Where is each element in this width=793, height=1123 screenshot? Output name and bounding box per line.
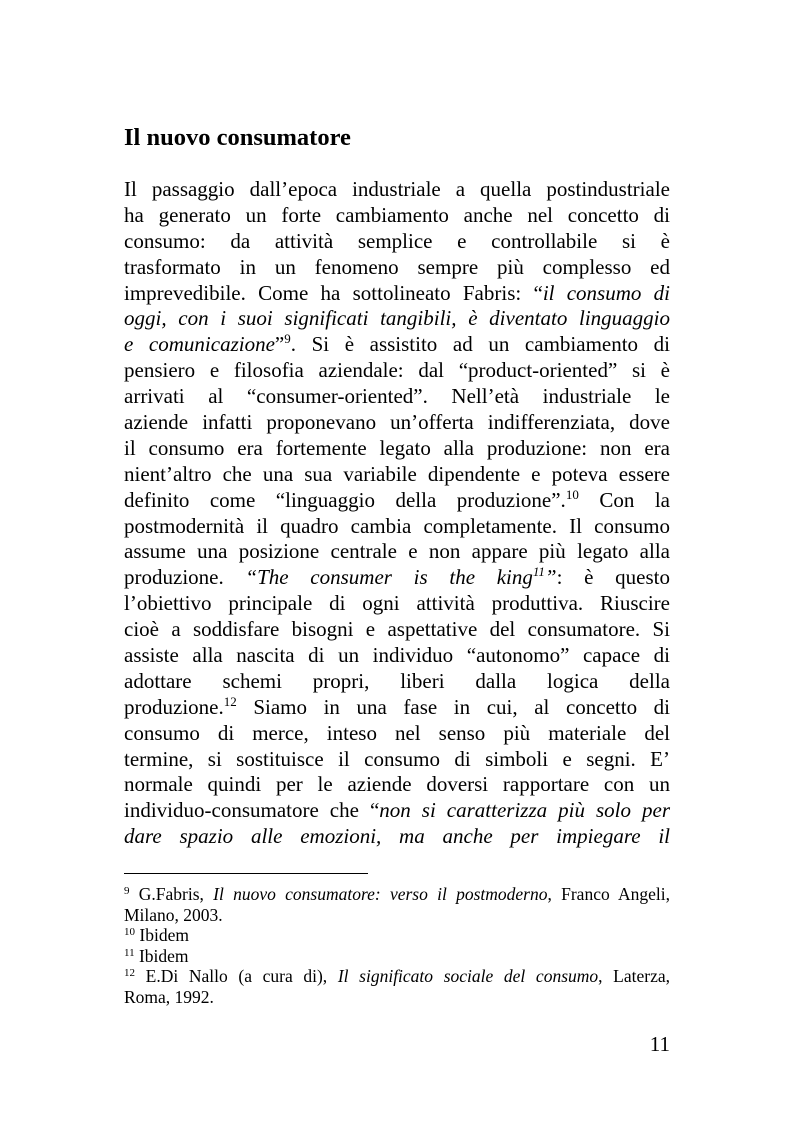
- text-segment: , Franco Angeli,: [547, 884, 671, 904]
- text-line: [124, 384, 670, 410]
- footnote-line: [124, 884, 670, 905]
- text-line: [124, 695, 670, 721]
- footnote-line: [124, 925, 670, 946]
- footnote-reference: 10: [124, 926, 135, 938]
- footnote-reference: 11: [124, 946, 135, 959]
- italic-text: Il significato sociale del consumo: [337, 966, 599, 986]
- text-segment: aziende infatti proponevano un’offerta indifferenziata, dove: [124, 410, 670, 435]
- footnote-line: [124, 987, 670, 1008]
- text-line: [124, 591, 670, 617]
- footnote-reference: 9: [124, 885, 130, 897]
- text-line: [124, 824, 670, 850]
- text-line: [124, 229, 670, 255]
- section-title: Il nuovo consumatore: [124, 124, 351, 151]
- text-segment: ”: [274, 332, 285, 357]
- text-segment: produzione.: [124, 565, 246, 590]
- text-segment: Il passaggio dall’epoca industriale a quella postindustriale: [124, 177, 670, 201]
- text-segment: il consumo era fortemente legato alla produzione: non era: [124, 435, 670, 460]
- footnotes: [124, 884, 670, 1007]
- text-line: [124, 177, 670, 203]
- text-segment: consumo: da attività semplice e controllabile si è: [124, 228, 670, 253]
- text-line: [124, 358, 670, 384]
- text-segment: Ibidem: [135, 925, 189, 945]
- text-line: [124, 747, 670, 773]
- text-segment: Con la: [578, 487, 670, 512]
- text-line: [124, 488, 670, 514]
- body-paragraph: [124, 177, 670, 850]
- italic-text: Il nuovo consumatore: verso il postmoderno: [213, 884, 548, 904]
- text-line: [124, 410, 670, 436]
- text-line: [124, 772, 670, 798]
- text-segment: Siamo in una fase in cui, al concetto di: [236, 694, 670, 719]
- text-line: [124, 332, 670, 358]
- text-line: [124, 798, 670, 824]
- text-segment: termine, si sostituisce il consumo di simboli e segni. E’: [124, 746, 670, 771]
- italic-text: ”: [544, 565, 557, 590]
- text-line: [124, 539, 670, 565]
- footnote-reference: 10: [565, 486, 579, 502]
- footnote-reference: 9: [284, 331, 291, 347]
- text-line: [124, 643, 670, 669]
- text-line: [124, 669, 670, 695]
- text-segment: normale quindi per le aziende doversi rapportare con un: [124, 772, 670, 797]
- text-segment: Milano, 2003.: [124, 904, 223, 925]
- text-segment: definito come “linguaggio della produzione”.: [124, 487, 566, 512]
- text-line: [124, 281, 670, 307]
- footnote-reference: 12: [223, 693, 237, 709]
- text-segment: Ibidem: [134, 945, 189, 966]
- text-segment: trasformato in un fenomeno sempre più complesso ed: [124, 254, 670, 279]
- text-segment: consumo di merce, inteso nel senso più materiale del: [124, 720, 670, 745]
- text-segment: : è questo: [556, 565, 670, 590]
- footnote-line: [124, 905, 670, 926]
- italic-text: “The consumer is the king: [245, 565, 533, 590]
- text-line: [124, 255, 670, 281]
- text-line: [124, 436, 670, 462]
- text-segment: ha generato un forte cambiamento anche nel concetto di: [124, 202, 670, 227]
- text-segment: E.Di Nallo (a cura di),: [135, 966, 338, 986]
- page-number: 11: [649, 1032, 670, 1056]
- text-segment: individuo-consumatore che “: [124, 798, 380, 823]
- text-segment: adottare schemi propri, liberi dalla logica della: [124, 668, 670, 693]
- footnote-separator: [124, 873, 368, 874]
- text-segment: Roma, 1992.: [124, 986, 214, 1007]
- footnote-line: [124, 946, 670, 967]
- text-segment: , Laterza,: [598, 966, 670, 986]
- text-line: [124, 617, 670, 643]
- text-segment: nient’altro che una sua variabile dipendente e poteva essere: [124, 461, 670, 486]
- italic-text: dare spazio alle emozioni, ma anche per impiegare il: [124, 824, 670, 849]
- italic-text: oggi, con i suoi significati tangibili, è diventato linguaggio: [124, 306, 670, 331]
- text-segment: postmodernità il quadro cambia completamente. Il consumo: [124, 513, 670, 538]
- text-line: [124, 203, 670, 229]
- text-line: [124, 306, 670, 332]
- footnote-line: [124, 966, 670, 987]
- footnote-reference: 11: [532, 564, 545, 580]
- text-segment: l’obiettivo principale di ogni attività produttiva. Riuscire: [124, 591, 670, 616]
- text-line: [124, 462, 670, 488]
- text-line: [124, 514, 670, 540]
- text-segment: arrivati al “consumer-oriented”. Nell’età industriale le: [124, 384, 670, 409]
- text-line: [124, 565, 670, 591]
- italic-text: il consumo di: [542, 280, 670, 305]
- text-segment: produzione.: [124, 694, 224, 719]
- text-segment: pensiero e filosofia aziendale: dal “product-oriented” si è: [124, 358, 670, 383]
- italic-text: e comunicazione: [124, 332, 275, 357]
- text-segment: G.Fabris,: [129, 884, 214, 904]
- italic-text: non si caratterizza più solo per: [379, 798, 670, 823]
- text-segment: assiste alla nascita di un individuo “autonomo” capace di: [124, 643, 670, 668]
- text-segment: assume una posizione centrale e non appare più legato alla: [124, 539, 670, 564]
- text-segment: . Si è assistito ad un cambiamento di: [290, 332, 670, 357]
- text-segment: imprevedibile. Come ha sottolineato Fabris: “: [124, 280, 543, 305]
- footnote-reference: 12: [124, 967, 135, 979]
- text-line: [124, 721, 670, 747]
- text-segment: cioè a soddisfare bisogni e aspettative del consumatore. Si: [124, 617, 670, 642]
